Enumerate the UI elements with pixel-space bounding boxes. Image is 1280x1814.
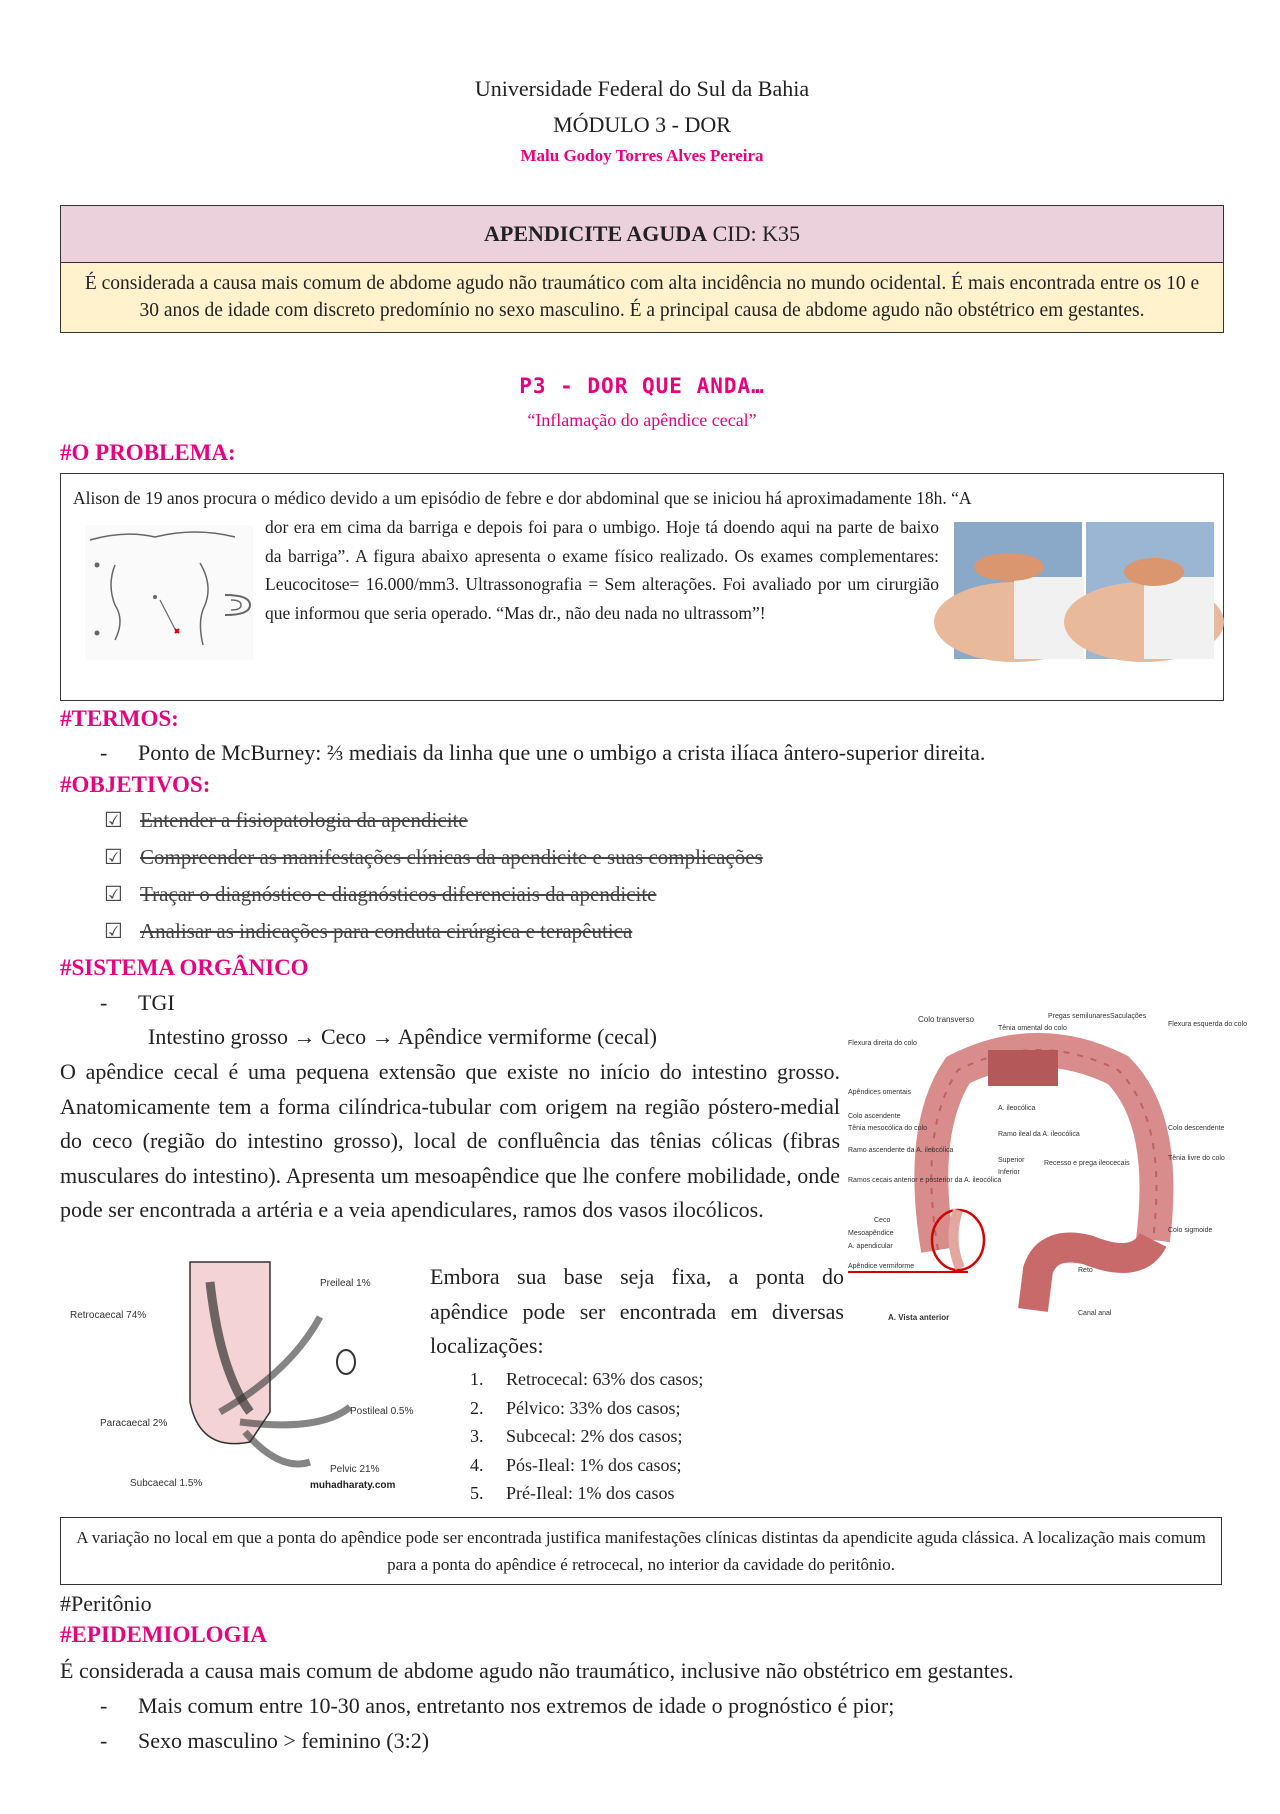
title-description: É considerada a causa mais comum de abdome agudo não traumático com alta incidência no mundo ocidental. É mais encontrada entre os 10 e 30 anos de idade com discreto predomínio no sexo masculino. É a principal causa de abdome agudo não obstétrico em gestantes. [61,263,1223,332]
location-text: Pré-Ileal: 1% dos casos [506,1483,675,1503]
section-problema: #O PROBLEMA: [60,440,236,465]
label-ramos-cecais: Ramos cecais anterior e posterior da A. ileocólica [848,1177,1002,1184]
problem-subtitle: “Inflamação do apêndice cecal” [527,410,757,430]
label-tenia-meso: Tênia mesocólica do colo [848,1125,927,1132]
epidemiologia-text: Mais comum entre 10-30 anos, entretanto nos extremos de idade o prognóstico é pior; [138,1693,895,1718]
epidemiologia-item [100,1693,894,1719]
label-reto: Reto [1078,1267,1093,1274]
objetivo-item [104,882,656,907]
label-preileal: Preileal 1% [320,1278,371,1289]
termos-item [100,740,985,766]
objetivo-text: Entender a fisiopatologia da apendicite [140,808,468,832]
author-name: Malu Godoy Torres Alves Pereira [520,146,764,165]
label-pregas: Pregas semilunares [1048,1013,1110,1020]
location-text: Pós-Ileal: 1% dos casos; [506,1454,682,1475]
label-ceco: Ceco [874,1217,891,1224]
label-tenia-livre: Tênia livre do colo [1168,1155,1225,1162]
section-epidemiologia: #EPIDEMIOLOGIA [60,1622,268,1647]
label-paracaecal: Paracaecal 2% [100,1418,168,1429]
title-cid: CID: K35 [707,221,800,246]
label-recesso: Recesso e prega ileocecais [1044,1160,1130,1167]
objetivo-text: Traçar o diagnóstico e diagnósticos diferenciais da apendicite [140,882,657,906]
termos-text: Ponto de McBurney: ⅔ mediais da linha que une o umbigo a crista ilíaca ântero-superior direita. [138,740,986,765]
location-text: Subcecal: 2% dos casos; [506,1426,683,1446]
problem-box [60,473,1224,701]
bullet-dash: - [100,740,108,765]
section-termos: #TERMOS: [60,706,179,731]
sistema-paragraph: O apêndice cecal é uma pequena extensão que existe no início do intestino grosso. Anatomicamente tem a forma cilíndrica-tubular com origem na região póstero-medial do ceco (região do intestino grosso), local de confluência das tênias cólicas (fibras musculares do intestino). Apresenta um mesoapêndice que lhe confere mobilidade, onde pode ser encontrada a artéria e a veia apendiculares, ramos dos vasos ilocólicos. [60,1059,840,1223]
list-item: 4. Pós-Ileal: 1% dos casos; [470,1454,682,1475]
bullet-dash: - [100,990,108,1015]
label-postileal: Postileal 0.5% [350,1406,414,1417]
problem-tag: P3 - DOR QUE ANDA… [519,374,765,398]
label-flexura-esq: Flexura esquerda do colo [1168,1021,1247,1028]
physical-exam-photo [954,522,1214,659]
label-a-ileocolica: A. ileocólica [998,1105,1036,1112]
checkbox-checked-icon[interactable]: ☑ [104,808,123,832]
bullet-dash: - [100,1728,108,1753]
objetivo-text: Compreender as manifestações clínicas da apendicite e suas complicações [140,845,763,869]
label-subcaecal: Subcaecal 1.5% [130,1478,203,1489]
title-row [61,206,1223,263]
label-colo-asc: Colo ascendente [848,1113,901,1120]
note-box: A variação no local em que a ponta do apêndice pode ser encontrada justifica manifestações clínicas distintas da apendicite aguda clássica. A localização mais comum para a ponta do apêndice é retrocecal, no interior da cavidade do peritônio. [60,1517,1222,1585]
label-ramo-ileal: Ramo ileal da A. ileocólica [998,1131,1080,1138]
objetivo-item [104,808,468,833]
location-text: Pélvico: 33% dos casos; [506,1397,681,1418]
label-superior: Superior [998,1157,1025,1164]
watermark-text: muhadharaty.com [310,1480,396,1491]
problem-text: dor era em cima da barriga e depois foi para o umbigo. Hoje tá doendo aqui na parte de baixo da barriga”. A figura abaixo apresenta o exame físico realizado. Os exames complementares: Leucocitose= 16.000/mm3. Ultrassonografia = Sem alterações. Foi avaliado por um cirurgião que informou que seria operado. “Mas dr., não deu nada no ultrassom”! [265,517,939,623]
label-tenia-omental: Tênia omental do colo [998,1025,1067,1032]
appendix-positions-diagram [70,1262,424,1494]
label-colo-sigmoide: Colo sigmoide [1168,1227,1213,1234]
label-colo-transverso: Colo transverso [918,1015,975,1024]
list-item: 3. Subcecal: 2% dos casos; [470,1426,683,1446]
bullet-dash: - [100,1693,108,1718]
label-saculacoes: Saculações [1110,1013,1147,1020]
epidemiologia-text: Sexo masculino > feminino (3:2) [138,1728,430,1753]
sistema-item [100,990,175,1016]
checkbox-checked-icon[interactable]: ☑ [104,919,123,943]
sistema-paragraph2: Embora sua base seja fixa, a ponta do apêndice pode ser encontrada em diversas localizações: [430,1264,844,1359]
label-pelvic: Pelvic 21% [330,1464,380,1475]
university-name: Universidade Federal do Sul da Bahia [474,76,810,101]
label-canal-anal: Canal anal [1078,1310,1112,1317]
locations-list [470,1365,703,1508]
epidemiologia-line: É considerada a causa mais comum de abdome agudo não traumático, inclusive não obstétrico em gestantes. [60,1658,1014,1683]
checkbox-checked-icon[interactable]: ☑ [104,845,123,869]
label-mesoapendice: Mesoapêndice [848,1230,894,1237]
objetivo-item [104,919,632,944]
list-item: 2. Pélvico: 33% dos casos; [470,1397,681,1418]
checkbox-checked-icon[interactable]: ☑ [104,882,123,906]
colon-anatomy-diagram [848,1010,1247,1325]
section-peritonio: #Peritônio [60,1591,152,1616]
label-apendices: Apêndices omentais [848,1089,912,1096]
label-ramo-asc: Ramo ascendente da A. ileocólica [848,1147,954,1154]
abdomen-sketch-image [85,525,253,660]
section-sistema: #SISTEMA ORGÂNICO [60,955,309,980]
module-title: MÓDULO 3 - DOR [553,112,731,137]
epidemiologia-item [100,1728,429,1754]
objetivo-item [104,845,763,870]
label-flexura-dir: Flexura direita do colo [848,1040,917,1047]
objetivo-text: Analisar as indicações para conduta cirúrgica e terapêutica [140,919,633,943]
label-vista: A. Vista anterior [888,1313,950,1322]
label-a-apendicular: A. apendicular [848,1243,893,1250]
location-text: Retrocecal: 63% dos casos; [506,1369,704,1389]
section-objetivos: #OBJETIVOS: [60,772,211,797]
list-item: 5. Pré-Ileal: 1% dos casos [470,1483,675,1503]
label-retrocaecal: Retrocaecal 74% [70,1310,147,1321]
sistema-path: Intestino grosso → Ceco → Apêndice vermiforme (cecal) [148,1024,657,1049]
label-apendice-verm: Apêndice vermiforme [848,1263,915,1270]
list-item: 1. Retrocecal: 63% dos casos; [470,1369,704,1389]
title-box [60,205,1224,333]
label-colo-desc: Colo descendente [1168,1125,1225,1132]
problem-line1: Alison de 19 anos procura o médico devido a um episódio de febre e dor abdominal que se iniciou há aproximadamente 18h. “A [73,488,972,508]
label-inferior: Inferior [998,1169,1020,1176]
sistema-item-text: TGI [138,990,175,1015]
title-bold: APENDICITE AGUDA [484,221,708,246]
